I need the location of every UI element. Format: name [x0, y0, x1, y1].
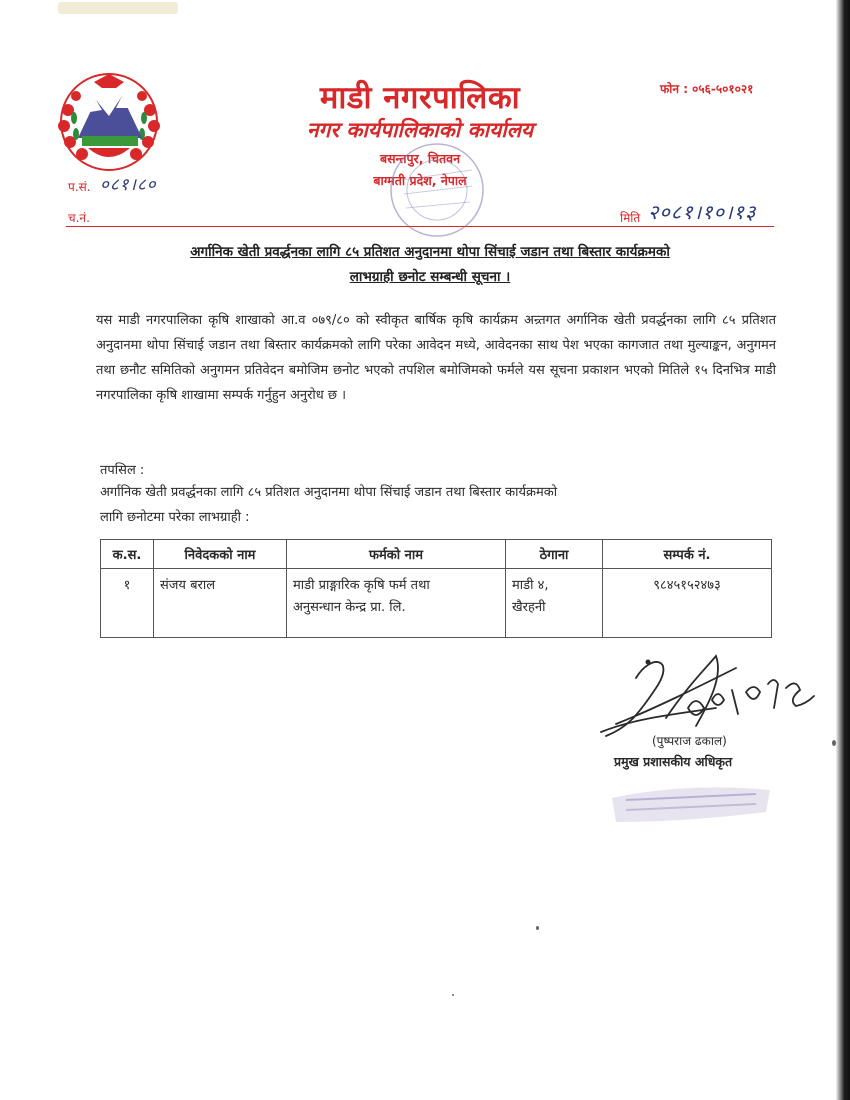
reference-label: प.सं. — [68, 180, 91, 194]
details-line-1: अर्गानिक खेती प्रवर्द्धनका लागि ८५ प्रतिशत अनुदानमा थोपा सिंचाई जडान तथा बिस्तार कार्यक्रमको — [100, 485, 558, 500]
subject-line-2: लाभग्राही छनोट सम्बन्धी सूचना । — [349, 269, 511, 285]
scan-edge-shadow — [836, 0, 850, 1100]
scan-speck — [536, 926, 539, 930]
cell-serial: १ — [101, 569, 154, 638]
dispatch-number-label: च.नं. — [68, 211, 90, 225]
subject-line-1: अर्गानिक खेती प्रवर्द्धनका लागि ८५ प्रतिशत अनुदानमा थोपा सिंचाई जडान तथा बिस्तार कार्यक्रमको — [190, 244, 670, 260]
firm-line-1: माडी प्राङ्गारिक कृषि फर्म तथा — [293, 578, 430, 593]
notice-body: यस माडी नगरपालिका कृषि शाखाको आ.व ०७९/८० को स्वीकृत बार्षिक कृषि कार्यक्रम अन्र्तगत अर्गानिक खेती प्रवर्द्धनका लागि ८५ प्रतिशत अनुदानमा थोपा सिंचाई जडान तथा बिस्तार कार्यक्रमको लागि परेका आवेदन मध्ये, आवेदनका साथ पेश भएका कागजात तथा मुल्याङ्कन, अनुगमन तथा छनौट समितिको अनुगमन प्रतिवेदन बमोजिम छनोट भएको तपशिल बमोजिमको फर्मले यस सूचना प्रकाशन भएको मितिले १५ दिनभित्र माडी नगरपालिका कृषि शाखामा सम्पर्क गर्नुहुन अनुरोध छ । — [96, 313, 776, 403]
paper-stain — [58, 2, 178, 14]
signer-title: प्रमुख प्रशासकीय अधिकृत — [614, 754, 733, 769]
cell-applicant: संजय बराल — [154, 569, 287, 638]
date-value: २०८१।१०।१३ — [648, 200, 757, 224]
address-line-b: खैरहनी — [512, 600, 546, 615]
phone-number: फोन : ०५६-५०१०२१ — [660, 82, 754, 96]
round-office-stamp — [372, 140, 502, 250]
scan-speck — [832, 740, 836, 746]
header-contact: सम्पर्क नं. — [603, 540, 772, 569]
cell-contact: ९८४५१५२४७३ — [603, 569, 772, 638]
municipality-name: माडी नगरपालिका — [319, 80, 521, 116]
office-seal-stamp — [606, 778, 776, 828]
scan-speck — [452, 994, 454, 996]
address-line-2: बाग्मती प्रदेश, नेपाल — [373, 173, 467, 188]
cell-firm — [287, 569, 506, 638]
header-serial: क.स. — [101, 540, 154, 569]
handwritten-signature — [596, 648, 836, 743]
date-label: मिति — [620, 211, 641, 225]
nepal-emblem-logo — [54, 70, 164, 175]
header-applicant: निवेदकको नाम — [154, 540, 287, 569]
office-name: नगर कार्यपालिकाको कार्यालय — [306, 118, 534, 142]
firm-line-2: अनुसन्धान केन्द्र प्रा. लि. — [293, 600, 406, 615]
table-row — [101, 569, 772, 638]
signer-name: (पुष्पराज ढकाल) — [652, 734, 727, 748]
header-divider — [66, 226, 774, 227]
header-address: ठेगाना — [506, 540, 603, 569]
address-line-a: माडी ४, — [512, 578, 549, 593]
details-line-2: लागि छनोटमा परेका लाभग्राही : — [100, 510, 250, 525]
cell-address — [506, 569, 603, 638]
header-firm: फर्मको नाम — [287, 540, 506, 569]
reference-number: ०८१।८० — [100, 175, 157, 195]
table-header-row — [101, 540, 772, 569]
details-description — [100, 480, 760, 530]
address-line-1: बसन्तपुर, चितवन — [379, 151, 461, 166]
details-label: तपसिल : — [100, 463, 145, 478]
beneficiary-table — [100, 539, 772, 638]
notice-subject — [100, 240, 760, 290]
